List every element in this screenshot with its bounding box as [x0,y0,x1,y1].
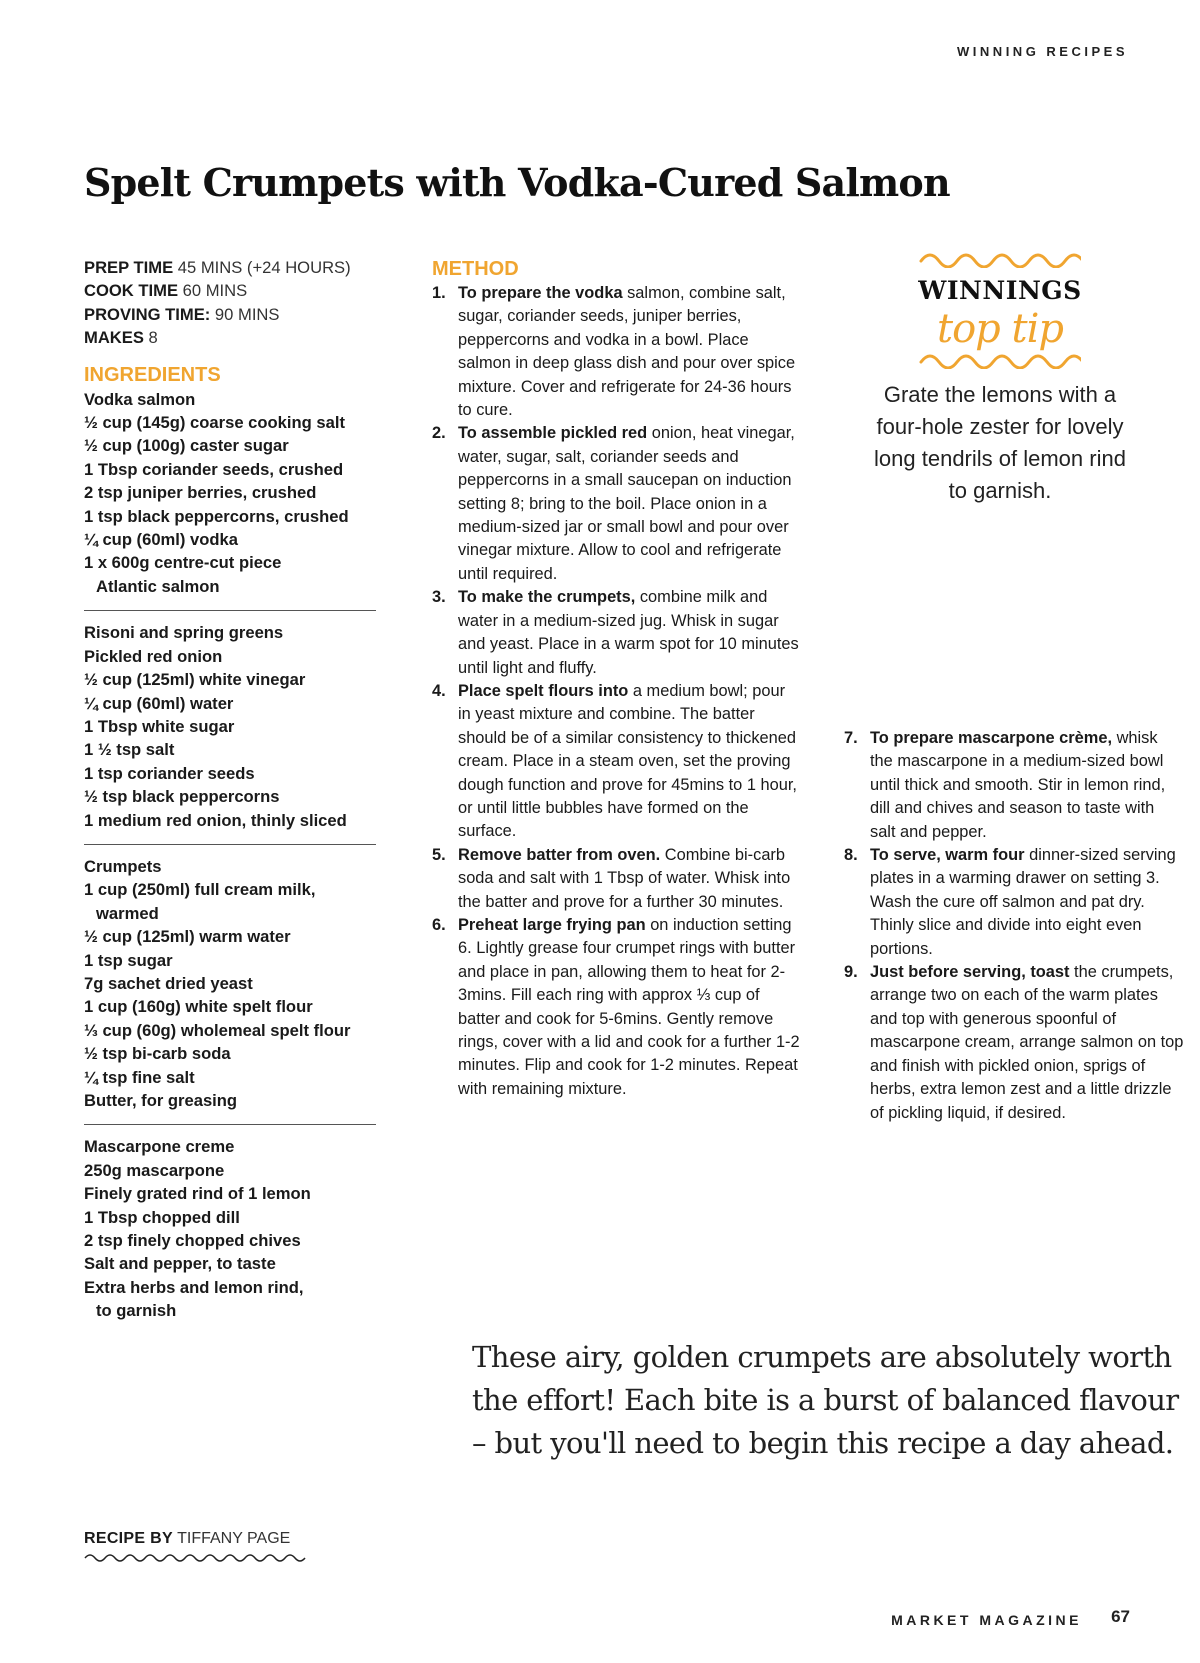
tip-script-title: top tip [937,306,1063,352]
method-step-4: 4. Place spelt flours into a medium bowl; pour in yeast mixture and combine. The batter should be of a similar consistency to thickened cream. Place in a steam oven, set the proving dough function and prove for 45mins to 1 hour, or until little bubbles have formed on the surface. [432,681,797,841]
section-tag: WINNING RECIPES [957,44,1128,59]
ingredient-item: Finely grated rind of 1 lemon [84,1184,311,1204]
page-number: 67 [1111,1607,1130,1626]
ingredient-item: ¼ cup (60ml) water [84,693,234,713]
ingredient-item: 250g mascarpone [84,1160,225,1180]
group-title: Risoni and spring greens [84,623,284,643]
ingredient-item: 1 x 600g centre-cut piece Atlantic salmon [84,553,282,596]
ingredient-item: ½ cup (145g) coarse cooking salt [84,413,345,433]
top-tip-box [870,250,1130,507]
ingredient-item: 1 tsp coriander seeds [84,763,255,783]
meta-prep-time: PREP TIME 45 MINS (+24 HOURS) [84,258,351,277]
method-step-2: 2. To assemble pickled red onion, heat vinegar, water, sugar, salt, coriander seeds and peppercorns in a small saucepan on induction setting 8; bring to the boil. Place onion in a medium-sized jar or small bowl and pour over vinegar mixture. Allow to cool and refrigerate until required. [432,424,795,583]
ingredient-group-vodka-salmon [84,388,376,607]
ingredient-group-mascarpone [84,1135,376,1330]
ingredient-item: ⅓ cup (60g) wholemeal spelt flour [84,1020,351,1040]
divider [84,1124,376,1125]
recipe-meta [84,256,376,350]
ingredient-item: ½ tsp bi-carb soda [84,1044,231,1064]
ingredient-item: 1 cup (250ml) full cream milk, warmed [84,880,316,923]
method-step-7: 7. To prepare mascarpone crème, whisk the mascarpone in a medium-sized bowl until thick and smooth. Stir in lemon rind, dill and chives and season to taste with salt and pepper. [844,729,1166,841]
divider [84,844,376,845]
magazine-name: MARKET MAGAZINE [891,1612,1082,1628]
meta-makes: MAKES 8 [84,328,158,348]
ingredient-item: 2 tsp finely chopped chives [84,1231,301,1251]
wave-divider-icon [919,351,1081,369]
ingredient-item: 1 Tbsp white sugar [84,716,235,736]
method-heading: METHOD [432,258,519,280]
ingredient-item: ½ tsp black peppercorns [84,787,280,807]
ingredient-item: 7g sachet dried yeast [84,973,253,993]
ingredient-item: Butter, for greasing [84,1091,238,1110]
meta-cook-time: COOK TIME 60 MINS [84,281,248,301]
recipe-credit: RECIPE BY TIFFANY PAGE [84,1530,306,1562]
ingredient-item: 1 Tbsp coriander seeds, crushed [84,459,344,479]
method-step-8: 8. To serve, warm four dinner-sized serving plates in a warming drawer on setting 3. Wash the cure off salmon and pat dry. Thinly slice and divide into eight even portions. [844,846,1176,958]
group-subtitle: Pickled red onion [84,646,223,666]
ingredients-heading: INGREDIENTS [84,363,221,386]
meta-proving-time: PROVING TIME: 90 MINS [84,304,280,324]
ingredients-column [84,256,376,1331]
ingredient-item: 2 tsp juniper berries, crushed [84,483,317,503]
wave-underline-icon [84,1552,306,1562]
method-step-1: 1. To prepare the vodka salmon, combine salt, sugar, coriander seeds, juniper berries, peppercorns and vodka in a bowl. Place salmon in deep glass dish and pour over spice mixture. Cover and refrigerate for 24-36 hours to cure. [432,284,796,420]
method-column-continued [844,727,1184,1125]
ingredient-item: 1 medium red onion, thinly sliced [84,810,347,830]
divider [84,610,376,611]
ingredient-item: ½ cup (125ml) white vinegar [84,670,306,690]
ingredient-item: ½ cup (100g) caster sugar [84,436,289,456]
wave-divider-icon [919,250,1081,268]
ingredient-group-crumpets [84,855,376,1120]
intro-quote: These airy, golden crumpets are absolutely worth the effort! Each bite is a burst of balanced flavour – but you'll need to begin this recipe a day ahead. [472,1340,1179,1460]
ingredient-item: ¼ cup (60ml) vodka [84,530,239,550]
ingredient-item: 1 tsp black peppercorns, crushed [84,506,349,526]
recipe-title: Spelt Crumpets with Vodka-Cured Salmon [84,160,950,205]
ingredient-item: Salt and pepper, to taste [84,1254,276,1274]
ingredient-item: 1 tsp sugar [84,950,173,970]
method-step-3: 3. To make the crumpets, combine milk and water in a medium-sized jug. Whisk in sugar and yeast. Place in a warm spot for 10 minutes until light and fluffy. [432,588,799,677]
ingredient-group-pickled-onion [84,621,376,840]
tip-brand: WINNINGS [918,276,1082,305]
ingredient-item: 1 cup (160g) white spelt flour [84,997,313,1017]
method-column [432,256,802,1101]
method-step-6: 6. Preheat large frying pan on induction setting 6. Lightly grease four crumpet rings with butter and place in pan, allowing them to heat for 2-3mins. Fill each ring with approx ⅓ cup of batter and cook for 5-6mins. Gently remove rings, cover with a lid and cook for a further 1-2 minutes. Flip and cook for 1-2 minutes. Repeat with remaining mixture. [432,915,800,1098]
tip-text: Grate the lemons with a four-hole zester for lovely long tendrils of lemon rind to garnish. [874,382,1126,503]
group-title: Crumpets [84,856,162,876]
group-title: Mascarpone creme [84,1137,235,1157]
ingredient-item: 1 ½ tsp salt [84,740,175,760]
ingredient-item: ¼ tsp fine salt [84,1067,195,1087]
ingredient-item: Extra herbs and lemon rind, to garnish [84,1277,304,1321]
method-step-5: 5. Remove batter from oven. Combine bi-carb soda and salt with 1 Tbsp of water. Whisk into the batter and prove for a further 30 minutes. [432,845,791,911]
ingredient-item: 1 Tbsp chopped dill [84,1207,240,1227]
method-step-9: 9. Just before serving, toast the crumpets, arrange two on each of the warm plates and top with generous spoonful of mascarpone cream, arrange salmon on top and finish with pickled onion, sprigs of herbs, extra lemon zest and a little drizzle of pickling liquid, if desired. [844,963,1184,1122]
ingredient-item: ½ cup (125ml) warm water [84,927,291,947]
group-title: Vodka salmon [84,389,196,409]
